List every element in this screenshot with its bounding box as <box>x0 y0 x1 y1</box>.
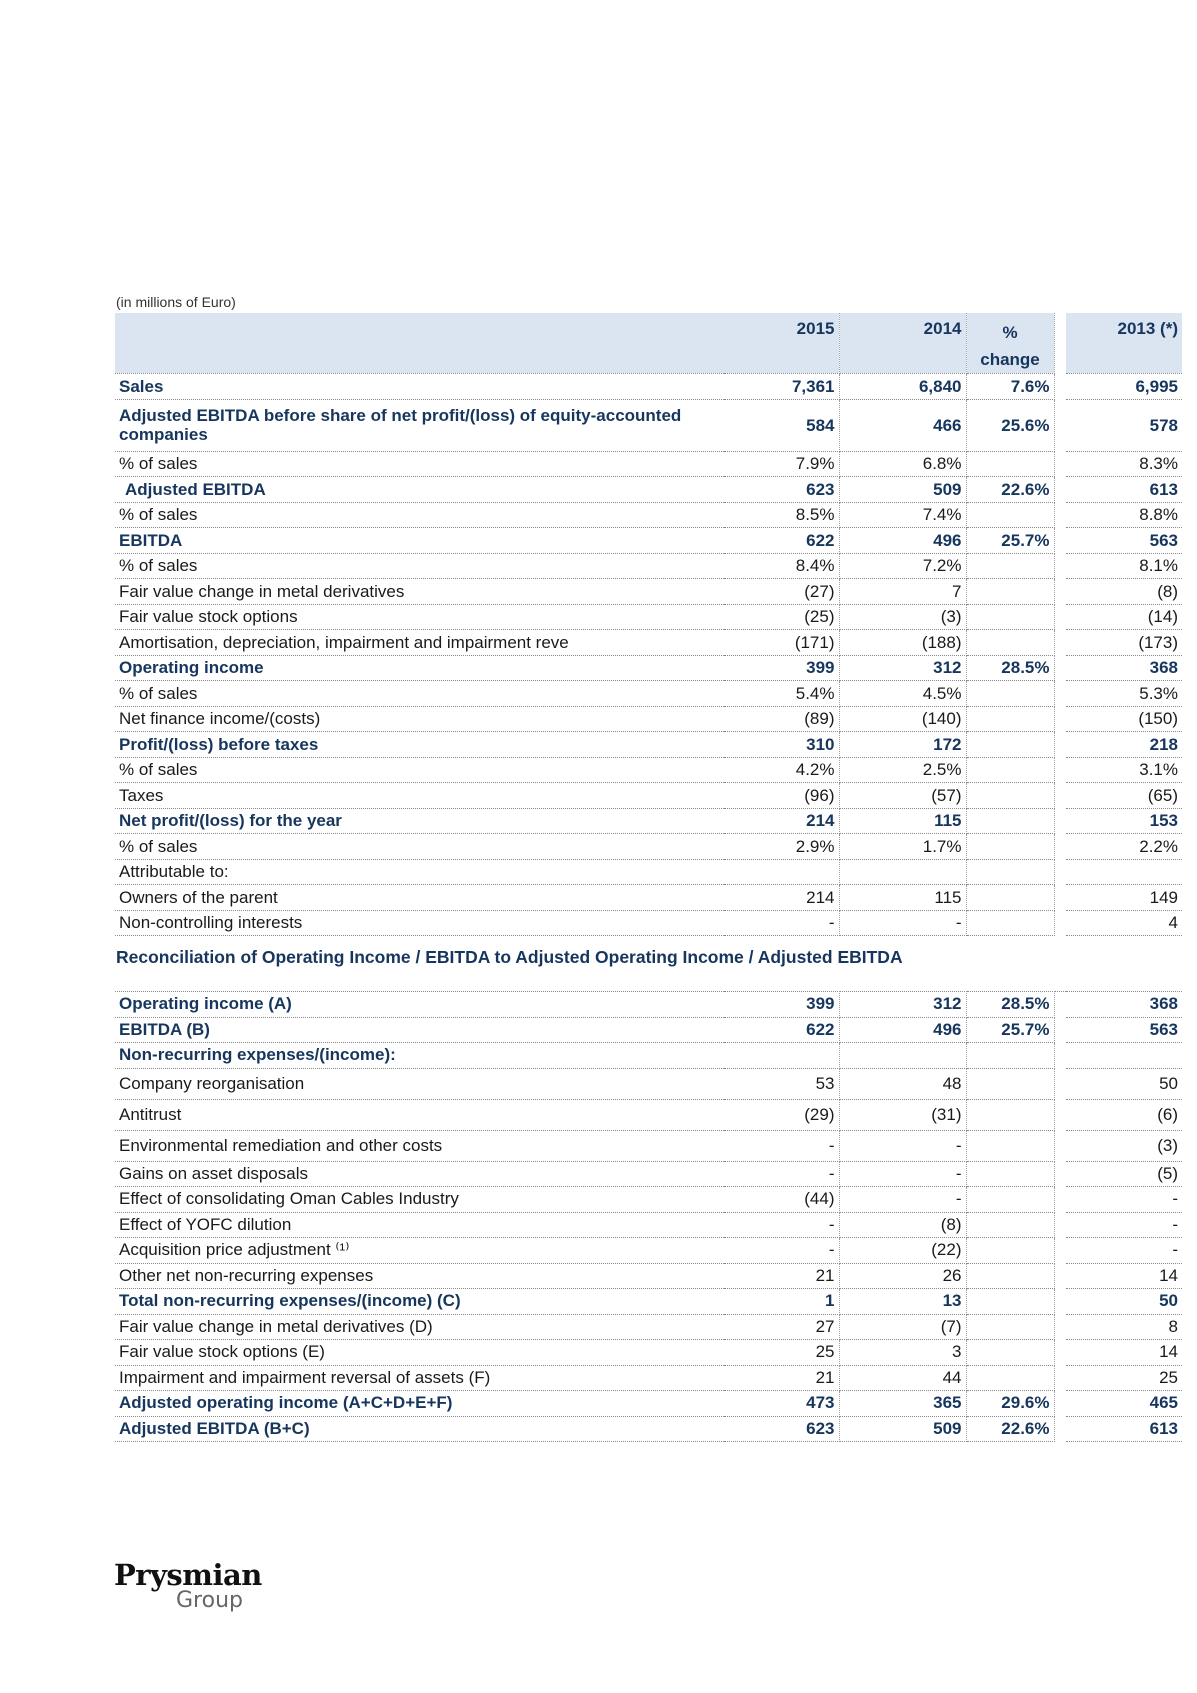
table-row <box>115 992 1182 1018</box>
value-2014: 48 <box>839 1068 966 1099</box>
value-2014: 172 <box>839 732 966 758</box>
value-2013: 50 <box>1066 1068 1182 1099</box>
value-2015: 623 <box>724 477 839 503</box>
value-2013: (65) <box>1066 783 1182 809</box>
table-row <box>115 1212 1182 1238</box>
value-2015: 623 <box>724 1416 839 1442</box>
table-row <box>115 1130 1182 1161</box>
value-2013: 14 <box>1066 1340 1182 1366</box>
value-2013: (6) <box>1066 1099 1182 1130</box>
value-2013: 613 <box>1066 1416 1182 1442</box>
value-pct-change <box>966 1099 1054 1130</box>
value-2015: 7,361 <box>724 374 839 400</box>
value-2015: - <box>724 1130 839 1161</box>
header-2014: 2014 <box>839 313 966 374</box>
value-pct-change <box>966 1043 1054 1069</box>
value-2013: 2.2% <box>1066 834 1182 860</box>
table-row <box>115 1263 1182 1289</box>
value-2015: 8.4% <box>724 553 839 579</box>
spacer-cell <box>1054 681 1066 707</box>
spacer-cell <box>1054 757 1066 783</box>
value-2014: (3) <box>839 604 966 630</box>
row-label: Company reorganisation <box>115 1068 724 1099</box>
value-2014: - <box>839 910 966 936</box>
value-2015: (171) <box>724 630 839 656</box>
value-2014: 13 <box>839 1289 966 1315</box>
value-pct-change <box>966 1314 1054 1340</box>
value-2013: 613 <box>1066 477 1182 503</box>
table-row <box>115 757 1182 783</box>
table-row <box>115 1099 1182 1130</box>
value-2013: 563 <box>1066 1017 1182 1043</box>
row-label: Other net non-recurring expenses <box>115 1263 724 1289</box>
table-row <box>115 477 1182 503</box>
header-2015: 2015 <box>724 313 839 374</box>
spacer-cell <box>1054 885 1066 911</box>
row-label: Fair value change in metal derivatives (D) <box>115 1314 724 1340</box>
value-2013 <box>1066 859 1182 885</box>
spacer-cell <box>1054 1314 1066 1340</box>
value-2014: 365 <box>839 1391 966 1417</box>
spacer-cell <box>1054 1130 1066 1161</box>
value-2013: (150) <box>1066 706 1182 732</box>
value-pct-change <box>966 808 1054 834</box>
value-2014: (7) <box>839 1314 966 1340</box>
value-2013 <box>1066 1043 1182 1069</box>
spacer-cell <box>1054 579 1066 605</box>
table-row <box>115 553 1182 579</box>
row-label: Operating income (A) <box>115 992 724 1018</box>
value-2013: 578 <box>1066 399 1182 451</box>
table-row <box>115 374 1182 400</box>
row-label: Gains on asset disposals <box>115 1161 724 1187</box>
table-row <box>115 706 1182 732</box>
spacer-cell <box>1054 553 1066 579</box>
row-label: Environmental remediation and other costs <box>115 1130 724 1161</box>
row-label: Total non-recurring expenses/(income) (C) <box>115 1289 724 1315</box>
table-row <box>115 655 1182 681</box>
value-pct-change <box>966 604 1054 630</box>
row-label: Profit/(loss) before taxes <box>115 732 724 758</box>
table-row <box>115 1043 1182 1069</box>
table-row <box>115 1017 1182 1043</box>
value-2014: - <box>839 1130 966 1161</box>
row-label: Fair value stock options (E) <box>115 1340 724 1366</box>
spacer-cell <box>1054 1340 1066 1366</box>
value-pct-change <box>966 732 1054 758</box>
value-2015 <box>724 859 839 885</box>
value-pct-change <box>966 1187 1054 1213</box>
table-row <box>115 859 1182 885</box>
row-label: Taxes <box>115 783 724 809</box>
value-2013: 3.1% <box>1066 757 1182 783</box>
value-2013: (3) <box>1066 1130 1182 1161</box>
table-row <box>115 834 1182 860</box>
value-2014: 509 <box>839 477 966 503</box>
value-2014: (57) <box>839 783 966 809</box>
spacer-cell <box>1054 1391 1066 1417</box>
value-pct-change: 7.6% <box>966 374 1054 400</box>
value-2014: 26 <box>839 1263 966 1289</box>
spacer-cell <box>1054 1263 1066 1289</box>
row-label: Adjusted operating income (A+C+D+E+F) <box>115 1391 724 1417</box>
value-2013: (173) <box>1066 630 1182 656</box>
spacer-cell <box>1054 992 1066 1018</box>
row-label: % of sales <box>115 757 724 783</box>
row-label: Effect of consolidating Oman Cables Industry <box>115 1187 724 1213</box>
spacer-cell <box>1054 477 1066 503</box>
row-label: % of sales <box>115 553 724 579</box>
value-pct-change <box>966 859 1054 885</box>
value-2015: 310 <box>724 732 839 758</box>
value-2015: 7.9% <box>724 451 839 477</box>
value-2014: 312 <box>839 655 966 681</box>
value-2014: 3 <box>839 1340 966 1366</box>
value-pct-change <box>966 1130 1054 1161</box>
value-pct-change <box>966 1161 1054 1187</box>
value-2013: 368 <box>1066 655 1182 681</box>
value-2013: 5.3% <box>1066 681 1182 707</box>
table-row <box>115 1289 1182 1315</box>
value-2014: (188) <box>839 630 966 656</box>
value-2014: 44 <box>839 1365 966 1391</box>
value-2014: 466 <box>839 399 966 451</box>
value-pct-change: 29.6% <box>966 1391 1054 1417</box>
value-pct-change <box>966 579 1054 605</box>
value-2013: (14) <box>1066 604 1182 630</box>
table-row <box>115 1187 1182 1213</box>
spacer-cell <box>1054 655 1066 681</box>
header-label-cell <box>115 313 724 374</box>
reconciliation-table <box>115 991 1182 1442</box>
spacer-cell <box>1054 502 1066 528</box>
value-2014: 2.5% <box>839 757 966 783</box>
table-row <box>115 783 1182 809</box>
value-pct-change <box>966 1340 1054 1366</box>
row-label: Antitrust <box>115 1099 724 1130</box>
value-2014 <box>839 859 966 885</box>
spacer-cell <box>1054 1365 1066 1391</box>
value-pct-change <box>966 834 1054 860</box>
value-2014: 6.8% <box>839 451 966 477</box>
value-2015: 27 <box>724 1314 839 1340</box>
value-2013: 218 <box>1066 732 1182 758</box>
value-pct-change <box>966 885 1054 911</box>
value-pct-change: 28.5% <box>966 655 1054 681</box>
table-row <box>115 451 1182 477</box>
table-row <box>115 630 1182 656</box>
row-label: Sales <box>115 374 724 400</box>
value-2014: 4.5% <box>839 681 966 707</box>
value-pct-change <box>966 757 1054 783</box>
spacer-cell <box>1054 528 1066 554</box>
row-label: Net finance income/(costs) <box>115 706 724 732</box>
income-statement-table <box>115 313 1182 936</box>
value-2015: 21 <box>724 1263 839 1289</box>
value-2015: 25 <box>724 1340 839 1366</box>
spacer-cell <box>1054 399 1066 451</box>
value-2015: (44) <box>724 1187 839 1213</box>
value-2014: 6,840 <box>839 374 966 400</box>
value-pct-change <box>966 706 1054 732</box>
spacer-cell <box>1054 1099 1066 1130</box>
value-pct-change: 25.6% <box>966 399 1054 451</box>
value-pct-change: 22.6% <box>966 1416 1054 1442</box>
value-2014: 509 <box>839 1416 966 1442</box>
table-row <box>115 1365 1182 1391</box>
value-pct-change <box>966 1238 1054 1264</box>
spacer-cell <box>1054 1043 1066 1069</box>
table-row <box>115 1238 1182 1264</box>
table-row <box>115 910 1182 936</box>
value-2015: 53 <box>724 1068 839 1099</box>
value-2013: - <box>1066 1187 1182 1213</box>
value-pct-change: 25.7% <box>966 1017 1054 1043</box>
value-2013: 149 <box>1066 885 1182 911</box>
reconciliation-title: Reconciliation of Operating Income / EBITDA to Adjusted Operating Income / Adjusted EBITDA <box>116 947 903 967</box>
table-row <box>115 1068 1182 1099</box>
row-label: % of sales <box>115 834 724 860</box>
row-label: Amortisation, depreciation, impairment and impairment reve <box>115 630 724 656</box>
value-2014 <box>839 1043 966 1069</box>
value-2014: (22) <box>839 1238 966 1264</box>
spacer-cell <box>1054 604 1066 630</box>
table-row <box>115 1416 1182 1442</box>
value-2015: 399 <box>724 655 839 681</box>
value-2014: 496 <box>839 528 966 554</box>
row-label: % of sales <box>115 502 724 528</box>
value-2014: 7 <box>839 579 966 605</box>
value-2015: 1 <box>724 1289 839 1315</box>
spacer-cell <box>1054 834 1066 860</box>
spacer-cell <box>1054 1416 1066 1442</box>
value-2015: 4.2% <box>724 757 839 783</box>
table-row <box>115 1340 1182 1366</box>
value-pct-change <box>966 502 1054 528</box>
value-2014: 7.2% <box>839 553 966 579</box>
value-2014: 312 <box>839 992 966 1018</box>
value-pct-change <box>966 1263 1054 1289</box>
row-label: Net profit/(loss) for the year <box>115 808 724 834</box>
value-2015: - <box>724 910 839 936</box>
table-header-row <box>115 313 1182 374</box>
value-2015: (27) <box>724 579 839 605</box>
row-label: Adjusted EBITDA <box>115 477 724 503</box>
row-label: Adjusted EBITDA before share of net profit/(loss) of equity-accounted companies <box>115 399 724 451</box>
table-row <box>115 1161 1182 1187</box>
value-2015: (29) <box>724 1099 839 1130</box>
spacer-cell <box>1054 1068 1066 1099</box>
value-2013: 50 <box>1066 1289 1182 1315</box>
spacer-cell <box>1054 910 1066 936</box>
spacer-cell <box>1054 1017 1066 1043</box>
spacer-cell <box>1054 374 1066 400</box>
spacer-cell <box>1054 451 1066 477</box>
row-label: EBITDA (B) <box>115 1017 724 1043</box>
value-pct-change <box>966 1365 1054 1391</box>
value-pct-change <box>966 451 1054 477</box>
value-2015: 622 <box>724 1017 839 1043</box>
table-row <box>115 808 1182 834</box>
value-2013: (5) <box>1066 1161 1182 1187</box>
spacer-cell <box>1054 859 1066 885</box>
value-2015: 5.4% <box>724 681 839 707</box>
spacer-cell <box>1054 1212 1066 1238</box>
table-row <box>115 681 1182 707</box>
value-2015: (89) <box>724 706 839 732</box>
row-label: Adjusted EBITDA (B+C) <box>115 1416 724 1442</box>
header-pct-change: % change <box>966 313 1054 374</box>
value-2014: (31) <box>839 1099 966 1130</box>
table-row <box>115 1314 1182 1340</box>
value-2015: - <box>724 1212 839 1238</box>
row-label: Operating income <box>115 655 724 681</box>
table-row <box>115 579 1182 605</box>
value-2015: 473 <box>724 1391 839 1417</box>
value-pct-change <box>966 1212 1054 1238</box>
value-pct-change <box>966 1289 1054 1315</box>
value-2013: - <box>1066 1212 1182 1238</box>
value-2014: (8) <box>839 1212 966 1238</box>
row-label: Effect of YOFC dilution <box>115 1212 724 1238</box>
row-label: Fair value change in metal derivatives <box>115 579 724 605</box>
row-label: Non-controlling interests <box>115 910 724 936</box>
value-2015: 2.9% <box>724 834 839 860</box>
value-2015: (25) <box>724 604 839 630</box>
table-row <box>115 732 1182 758</box>
value-pct-change <box>966 1068 1054 1099</box>
spacer-cell <box>1054 783 1066 809</box>
value-2015: 214 <box>724 808 839 834</box>
value-2013: 8 <box>1066 1314 1182 1340</box>
value-2013: (8) <box>1066 579 1182 605</box>
spacer-cell <box>1054 1161 1066 1187</box>
value-pct-change <box>966 783 1054 809</box>
table-row <box>115 399 1182 451</box>
table-row <box>115 885 1182 911</box>
value-2015: (96) <box>724 783 839 809</box>
value-pct-change <box>966 910 1054 936</box>
value-2015: - <box>724 1238 839 1264</box>
value-2013: 563 <box>1066 528 1182 554</box>
value-2013: 4 <box>1066 910 1182 936</box>
value-2015: 584 <box>724 399 839 451</box>
value-2013: 8.1% <box>1066 553 1182 579</box>
value-2013: 6,995 <box>1066 374 1182 400</box>
row-label: Fair value stock options <box>115 604 724 630</box>
value-pct-change: 25.7% <box>966 528 1054 554</box>
row-label: % of sales <box>115 451 724 477</box>
row-label: Attributable to: <box>115 859 724 885</box>
value-2014: 7.4% <box>839 502 966 528</box>
table-row <box>115 604 1182 630</box>
row-label: EBITDA <box>115 528 724 554</box>
spacer-cell <box>1054 630 1066 656</box>
value-2015: 8.5% <box>724 502 839 528</box>
row-label: Impairment and impairment reversal of assets (F) <box>115 1365 724 1391</box>
table-row <box>115 502 1182 528</box>
logo-subtitle: Group <box>176 1588 243 1613</box>
spacer-cell <box>1054 1238 1066 1264</box>
value-2013: 8.8% <box>1066 502 1182 528</box>
spacer-cell <box>1054 1187 1066 1213</box>
units-caption: (in millions of Euro) <box>116 294 236 310</box>
spacer-cell <box>1054 313 1066 374</box>
row-label: Owners of the parent <box>115 885 724 911</box>
prysmian-logo <box>114 1558 262 1613</box>
value-2013: 14 <box>1066 1263 1182 1289</box>
row-label: % of sales <box>115 681 724 707</box>
value-pct-change: 28.5% <box>966 992 1054 1018</box>
value-2013: 465 <box>1066 1391 1182 1417</box>
value-2013: 153 <box>1066 808 1182 834</box>
value-2013: 25 <box>1066 1365 1182 1391</box>
value-2015 <box>724 1043 839 1069</box>
table-row <box>115 528 1182 554</box>
logo-wordmark: Prysmian <box>114 1558 262 1592</box>
value-2014: (140) <box>839 706 966 732</box>
value-2015: 622 <box>724 528 839 554</box>
spacer-cell <box>1054 1289 1066 1315</box>
value-2014: - <box>839 1187 966 1213</box>
value-pct-change <box>966 553 1054 579</box>
row-label: Acquisition price adjustment ⁽¹⁾ <box>115 1238 724 1264</box>
value-pct-change <box>966 630 1054 656</box>
row-label: Non-recurring expenses/(income): <box>115 1043 724 1069</box>
header-2013: 2013 (*) <box>1066 313 1182 374</box>
value-2013: 8.3% <box>1066 451 1182 477</box>
value-pct-change <box>966 681 1054 707</box>
spacer-cell <box>1054 808 1066 834</box>
value-2014: 1.7% <box>839 834 966 860</box>
spacer-cell <box>1054 732 1066 758</box>
value-2015: - <box>724 1161 839 1187</box>
value-pct-change: 22.6% <box>966 477 1054 503</box>
value-2013: 368 <box>1066 992 1182 1018</box>
value-2014: 115 <box>839 885 966 911</box>
value-2013: - <box>1066 1238 1182 1264</box>
table-row <box>115 1391 1182 1417</box>
spacer-cell <box>1054 706 1066 732</box>
value-2015: 21 <box>724 1365 839 1391</box>
value-2014: 115 <box>839 808 966 834</box>
value-2014: - <box>839 1161 966 1187</box>
value-2015: 399 <box>724 992 839 1018</box>
value-2015: 214 <box>724 885 839 911</box>
value-2014: 496 <box>839 1017 966 1043</box>
